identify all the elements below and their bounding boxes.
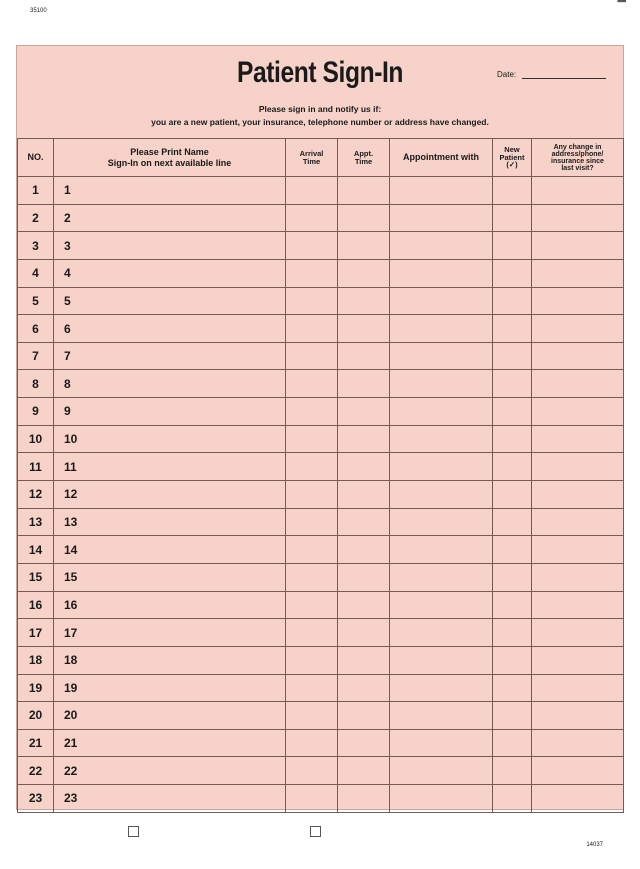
- header-new-line3: (✓): [506, 160, 518, 170]
- new-patient-cell[interactable]: [493, 259, 532, 287]
- appointment-with-cell[interactable]: [390, 702, 493, 730]
- row-number: 15: [18, 563, 54, 591]
- appointment-with-cell[interactable]: [390, 204, 493, 232]
- arrival-cell[interactable]: [286, 287, 338, 315]
- arrival-cell[interactable]: [286, 674, 338, 702]
- change-cell[interactable]: [532, 425, 624, 453]
- name-cell[interactable]: 20: [54, 702, 286, 730]
- form-title: Patient Sign-In: [236, 56, 404, 89]
- new-patient-cell[interactable]: [493, 702, 532, 730]
- header-arrival-line2: Time: [302, 156, 321, 166]
- arrival-cell[interactable]: [286, 729, 338, 757]
- header-change-line3: insurance since: [551, 157, 604, 165]
- name-cell[interactable]: 4: [54, 259, 286, 287]
- header-new-line2: Patient: [499, 152, 525, 162]
- name-cell[interactable]: 8: [54, 370, 286, 398]
- new-patient-cell[interactable]: [493, 315, 532, 343]
- arrival-cell[interactable]: [286, 591, 338, 619]
- change-cell[interactable]: [532, 232, 624, 260]
- change-cell[interactable]: [532, 481, 624, 509]
- instruction-line-1: Please sign in and notify us if:: [258, 104, 382, 114]
- appt-cell[interactable]: [338, 591, 390, 619]
- name-cell[interactable]: 17: [54, 619, 286, 647]
- appointment-with-cell[interactable]: [390, 785, 493, 813]
- header-change-line4: last visit?: [561, 164, 594, 172]
- name-cell[interactable]: 13: [54, 508, 286, 536]
- arrival-cell[interactable]: [286, 232, 338, 260]
- table-row: [18, 342, 624, 370]
- change-cell[interactable]: [532, 370, 624, 398]
- appointment-with-cell[interactable]: [390, 370, 493, 398]
- row-number: 6: [18, 315, 54, 343]
- date-label: Date:: [497, 70, 517, 79]
- row-number: 17: [18, 619, 54, 647]
- name-cell[interactable]: 3: [54, 232, 286, 260]
- table-row: [18, 177, 624, 205]
- header-appt-line1: Appt.: [353, 148, 374, 158]
- appt-cell[interactable]: [338, 785, 390, 813]
- new-patient-cell[interactable]: [493, 536, 532, 564]
- header-name: [54, 139, 286, 177]
- appointment-with-cell[interactable]: [390, 481, 493, 509]
- new-patient-cell[interactable]: [493, 204, 532, 232]
- arrival-cell[interactable]: [286, 702, 338, 730]
- header-row: [18, 139, 624, 177]
- arrival-cell[interactable]: [286, 204, 338, 232]
- appt-cell[interactable]: [338, 425, 390, 453]
- table-row: [18, 315, 624, 343]
- change-cell[interactable]: [532, 757, 624, 785]
- table-row: [18, 785, 624, 813]
- appt-cell[interactable]: [338, 536, 390, 564]
- date-field[interactable]: [497, 70, 606, 79]
- name-cell[interactable]: 15: [54, 563, 286, 591]
- arrival-cell[interactable]: [286, 315, 338, 343]
- table-row: [18, 674, 624, 702]
- appointment-with-cell[interactable]: [390, 342, 493, 370]
- new-patient-cell[interactable]: [493, 619, 532, 647]
- arrival-cell[interactable]: [286, 453, 338, 481]
- arrival-cell[interactable]: [286, 563, 338, 591]
- arrival-cell[interactable]: [286, 425, 338, 453]
- new-patient-cell[interactable]: [493, 757, 532, 785]
- new-patient-cell[interactable]: [493, 785, 532, 813]
- header-appt-line2: Time: [354, 156, 373, 166]
- change-cell[interactable]: [532, 619, 624, 647]
- name-cell[interactable]: 7: [54, 342, 286, 370]
- arrival-cell[interactable]: [286, 177, 338, 205]
- row-number: 8: [18, 370, 54, 398]
- header-change: [532, 139, 624, 177]
- change-cell[interactable]: [532, 729, 624, 757]
- appt-cell[interactable]: [338, 232, 390, 260]
- header-name-line2: Sign-In on next available line: [107, 157, 232, 168]
- appointment-with-cell[interactable]: [390, 508, 493, 536]
- form-code-bottom: 14037: [586, 842, 603, 848]
- name-cell[interactable]: 1: [54, 177, 286, 205]
- appointment-with-cell[interactable]: [390, 315, 493, 343]
- appt-cell[interactable]: [338, 508, 390, 536]
- row-number: 5: [18, 287, 54, 315]
- table-row: [18, 646, 624, 674]
- table-row: [18, 453, 624, 481]
- new-patient-cell[interactable]: [493, 453, 532, 481]
- date-line[interactable]: [522, 70, 606, 79]
- new-patient-cell[interactable]: [493, 177, 532, 205]
- table-row: [18, 591, 624, 619]
- name-cell[interactable]: 21: [54, 729, 286, 757]
- table-row: [18, 536, 624, 564]
- change-cell[interactable]: [532, 259, 624, 287]
- table-row: [18, 563, 624, 591]
- new-patient-cell[interactable]: [493, 370, 532, 398]
- appt-cell[interactable]: [338, 204, 390, 232]
- change-cell[interactable]: [532, 287, 624, 315]
- row-number: 23: [18, 785, 54, 813]
- table-row: [18, 729, 624, 757]
- row-number: 4: [18, 259, 54, 287]
- row-number: 13: [18, 508, 54, 536]
- appointment-with-cell[interactable]: [390, 177, 493, 205]
- appointment-with-cell[interactable]: [390, 259, 493, 287]
- row-number: 16: [18, 591, 54, 619]
- appt-cell[interactable]: [338, 177, 390, 205]
- name-cell[interactable]: 9: [54, 398, 286, 426]
- row-number: 2: [18, 204, 54, 232]
- name-cell[interactable]: 18: [54, 646, 286, 674]
- appt-cell[interactable]: [338, 259, 390, 287]
- appointment-with-cell[interactable]: [390, 619, 493, 647]
- header-name-line1: Please Print Name: [130, 147, 209, 158]
- table-row: [18, 259, 624, 287]
- appointment-with-cell[interactable]: [390, 646, 493, 674]
- new-patient-cell[interactable]: [493, 342, 532, 370]
- header-change-line2: address/phone/: [551, 150, 604, 158]
- table-row: [18, 619, 624, 647]
- change-cell[interactable]: [532, 315, 624, 343]
- appointment-with-cell[interactable]: [390, 563, 493, 591]
- name-cell[interactable]: 23: [54, 785, 286, 813]
- appt-cell[interactable]: [338, 563, 390, 591]
- header-arrival: [286, 139, 338, 177]
- name-cell[interactable]: 16: [54, 591, 286, 619]
- new-patient-cell[interactable]: [493, 232, 532, 260]
- appt-cell[interactable]: [338, 646, 390, 674]
- new-patient-cell[interactable]: [493, 591, 532, 619]
- appt-cell[interactable]: [338, 453, 390, 481]
- sign-in-table: [17, 138, 624, 813]
- change-cell[interactable]: [532, 204, 624, 232]
- change-cell[interactable]: [532, 536, 624, 564]
- row-number: 18: [18, 646, 54, 674]
- name-cell[interactable]: 10: [54, 425, 286, 453]
- appt-cell[interactable]: [338, 757, 390, 785]
- appt-cell[interactable]: [338, 619, 390, 647]
- table-row: [18, 481, 624, 509]
- new-patient-cell[interactable]: [493, 508, 532, 536]
- appt-cell[interactable]: [338, 342, 390, 370]
- table-row: [18, 398, 624, 426]
- change-cell[interactable]: [532, 398, 624, 426]
- arrival-cell[interactable]: [286, 785, 338, 813]
- form-code-top: 35100: [30, 8, 47, 14]
- new-patient-cell[interactable]: [493, 674, 532, 702]
- table-row: [18, 232, 624, 260]
- change-cell[interactable]: [532, 702, 624, 730]
- appointment-with-cell[interactable]: [390, 536, 493, 564]
- row-number: 14: [18, 536, 54, 564]
- arrival-cell[interactable]: [286, 646, 338, 674]
- new-patient-cell[interactable]: [493, 729, 532, 757]
- change-cell[interactable]: [532, 177, 624, 205]
- new-patient-cell[interactable]: [493, 425, 532, 453]
- new-patient-cell[interactable]: [493, 287, 532, 315]
- header-change-line1: Any change in: [553, 143, 602, 151]
- row-number: 11: [18, 453, 54, 481]
- appointment-with-cell[interactable]: [390, 453, 493, 481]
- table-row: [18, 370, 624, 398]
- appointment-with-cell[interactable]: [390, 757, 493, 785]
- appointment-with-cell[interactable]: [390, 729, 493, 757]
- appt-cell[interactable]: [338, 674, 390, 702]
- row-number: 10: [18, 425, 54, 453]
- appt-cell[interactable]: [338, 702, 390, 730]
- name-cell[interactable]: 5: [54, 287, 286, 315]
- change-cell[interactable]: [532, 453, 624, 481]
- new-patient-cell[interactable]: [493, 646, 532, 674]
- table-row: [18, 508, 624, 536]
- row-number: 7: [18, 342, 54, 370]
- appointment-with-cell[interactable]: [390, 591, 493, 619]
- table-row: [18, 204, 624, 232]
- change-cell[interactable]: [532, 674, 624, 702]
- punch-box-right: [310, 826, 321, 837]
- appt-cell[interactable]: [338, 287, 390, 315]
- row-number: 20: [18, 702, 54, 730]
- appointment-with-cell[interactable]: [390, 398, 493, 426]
- sign-in-form: [16, 45, 624, 810]
- appointment-with-cell[interactable]: [390, 232, 493, 260]
- appointment-with-cell[interactable]: [390, 425, 493, 453]
- new-patient-cell[interactable]: [493, 563, 532, 591]
- punch-box-left: [128, 826, 139, 837]
- arrival-cell[interactable]: [286, 508, 338, 536]
- instruction-line-2: you are a new patient, your insurance, telephone number or address have changed.: [151, 117, 489, 127]
- table-row: [18, 287, 624, 315]
- new-patient-cell[interactable]: [493, 398, 532, 426]
- new-patient-cell[interactable]: [493, 481, 532, 509]
- name-cell[interactable]: 2: [54, 204, 286, 232]
- table-row: [18, 757, 624, 785]
- appointment-with-cell[interactable]: [390, 674, 493, 702]
- row-number: 1: [18, 177, 54, 205]
- appt-cell[interactable]: [338, 729, 390, 757]
- row-number: 3: [18, 232, 54, 260]
- arrival-cell[interactable]: [286, 370, 338, 398]
- appt-cell[interactable]: [338, 481, 390, 509]
- change-cell[interactable]: [532, 785, 624, 813]
- arrival-cell[interactable]: [286, 536, 338, 564]
- change-cell[interactable]: [532, 563, 624, 591]
- table-row: [18, 702, 624, 730]
- name-cell[interactable]: 6: [54, 315, 286, 343]
- header-new-patient: [493, 139, 532, 177]
- appt-cell[interactable]: [338, 398, 390, 426]
- header-new-line1: New: [504, 144, 520, 154]
- header-appointment-with: Appointment with: [390, 139, 493, 177]
- arrival-cell[interactable]: [286, 481, 338, 509]
- arrival-cell[interactable]: [286, 757, 338, 785]
- row-number: 21: [18, 729, 54, 757]
- change-cell[interactable]: [532, 342, 624, 370]
- row-number: 12: [18, 481, 54, 509]
- row-number: 9: [18, 398, 54, 426]
- change-cell[interactable]: [532, 591, 624, 619]
- arrival-cell[interactable]: [286, 342, 338, 370]
- name-cell[interactable]: 22: [54, 757, 286, 785]
- table-row: [18, 425, 624, 453]
- arrival-cell[interactable]: [286, 398, 338, 426]
- name-cell[interactable]: 11: [54, 453, 286, 481]
- appointment-with-cell[interactable]: [390, 287, 493, 315]
- change-cell[interactable]: [532, 646, 624, 674]
- header-no: NO.: [18, 139, 54, 177]
- name-cell[interactable]: 14: [54, 536, 286, 564]
- appt-cell[interactable]: [338, 315, 390, 343]
- name-cell[interactable]: 19: [54, 674, 286, 702]
- row-number: 19: [18, 674, 54, 702]
- header-appt: [338, 139, 390, 177]
- header-arrival-line1: Arrival: [299, 148, 324, 158]
- name-cell[interactable]: 12: [54, 481, 286, 509]
- arrival-cell[interactable]: [286, 259, 338, 287]
- arrival-cell[interactable]: [286, 619, 338, 647]
- top-edge-mark: ▀▀: [617, 0, 626, 6]
- row-number: 22: [18, 757, 54, 785]
- change-cell[interactable]: [532, 508, 624, 536]
- appt-cell[interactable]: [338, 370, 390, 398]
